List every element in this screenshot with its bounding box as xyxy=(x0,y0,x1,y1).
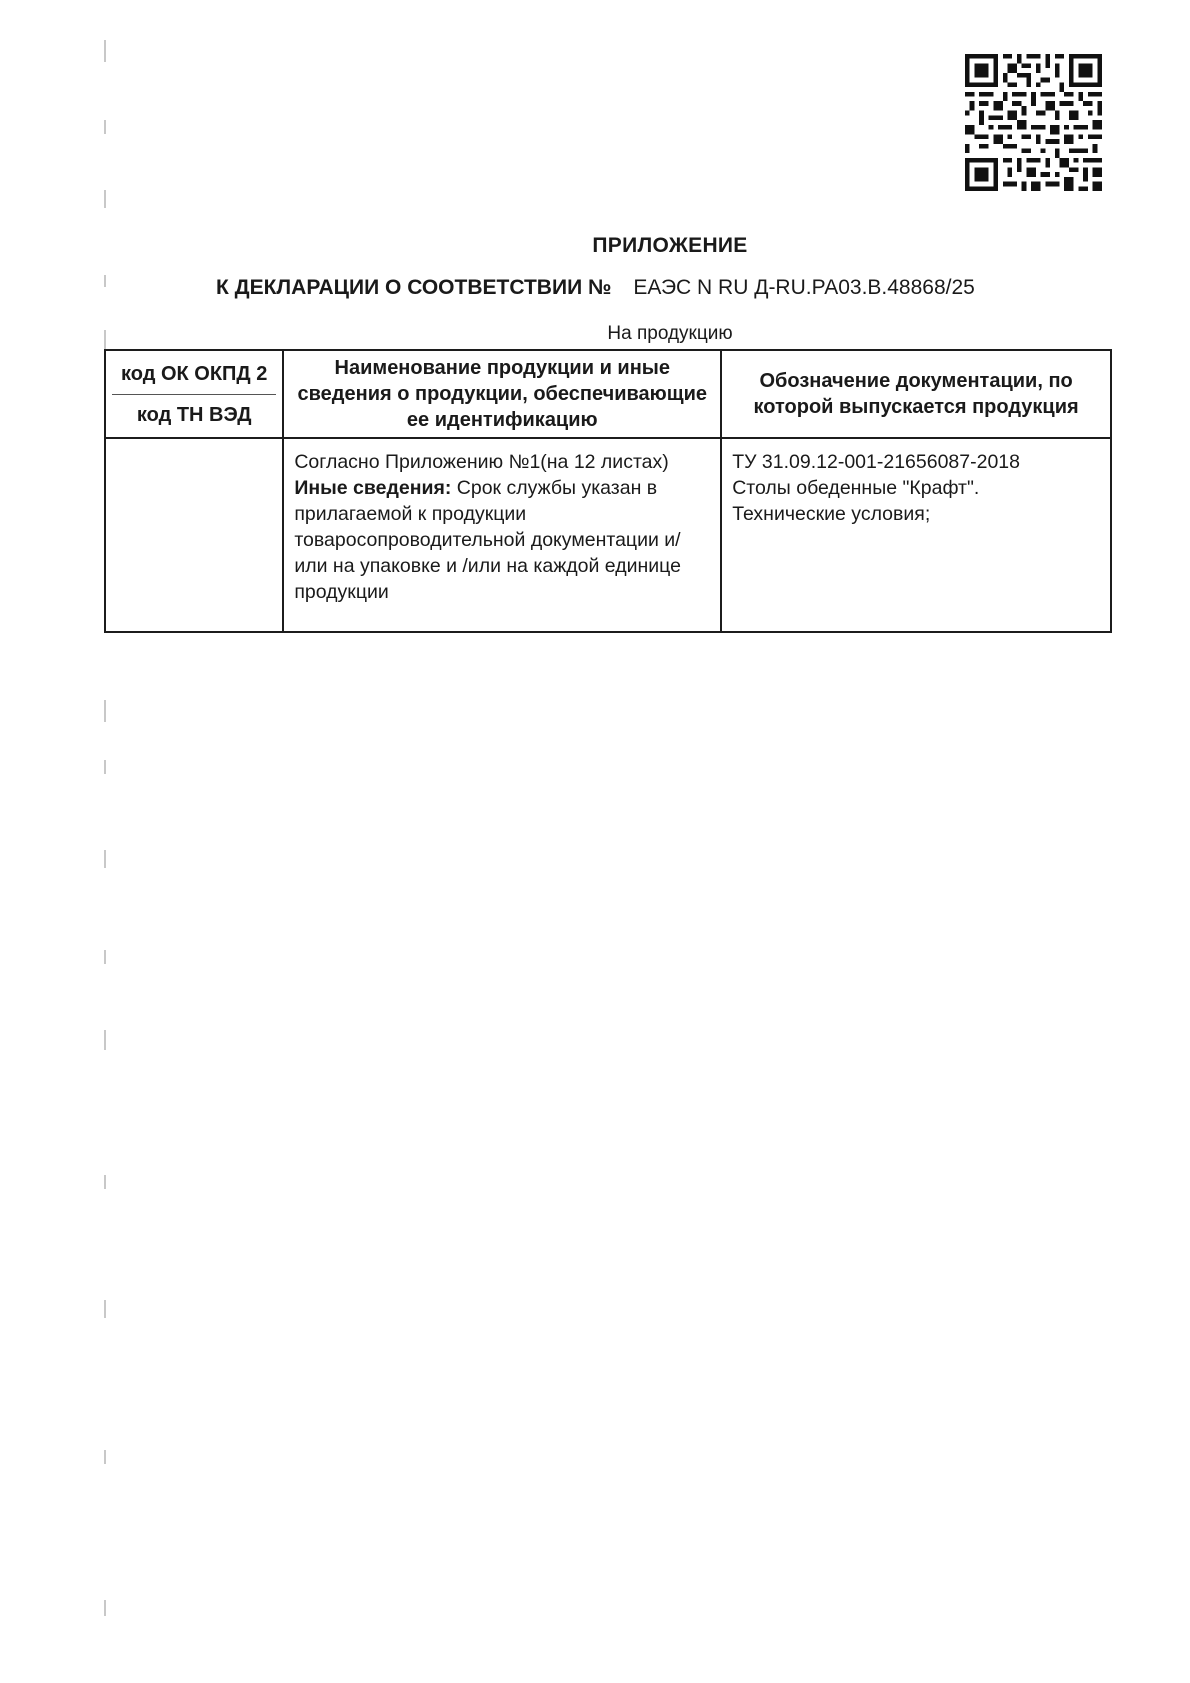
declaration-line xyxy=(216,276,975,300)
row-docs-cell xyxy=(721,438,1111,632)
header-code-okpd: код ОК ОКПД 2 xyxy=(112,354,276,395)
row-product-cell xyxy=(283,438,721,632)
row-code-cell xyxy=(105,438,283,632)
declaration-table xyxy=(104,349,1112,633)
table-row xyxy=(105,438,1111,632)
table-header-row xyxy=(105,350,1111,438)
header-code-cell xyxy=(105,350,283,438)
row-other-text: Срок службы указан в прилагаемой к продукции товаросопроводительной документации и/или на упаковке и /или на каждой единице продукции xyxy=(294,477,681,603)
header-code-tnved: код ТН ВЭД xyxy=(136,403,252,426)
row-docs-line-2: Столы обеденные "Крафт". xyxy=(732,477,980,499)
header-documentation: Обозначение документации, по которой выпускается продукция xyxy=(721,350,1111,438)
declaration-label: К ДЕКЛАРАЦИИ О СООТВЕТСТВИИ № xyxy=(216,276,612,299)
page-title: ПРИЛОЖЕНИЕ xyxy=(592,234,748,257)
header-product-name: Наименование продукции и иные сведения о продукции, обеспечивающие ее идентификацию xyxy=(283,350,721,438)
product-caption: На продукцию xyxy=(607,323,733,344)
qr-code-icon xyxy=(962,54,1105,191)
declaration-number: ЕАЭС N RU Д-RU.РА03.В.48868/25 xyxy=(633,276,975,299)
row-other-label: Иные сведения: xyxy=(294,477,452,499)
row-product-name: Согласно Приложению №1(на 12 листах) xyxy=(294,451,669,473)
row-docs-line-1: ТУ 31.09.12-001-21656087-2018 xyxy=(732,451,1020,473)
row-other-info xyxy=(294,475,712,605)
row-docs-line-3: Технические условия; xyxy=(732,503,931,525)
